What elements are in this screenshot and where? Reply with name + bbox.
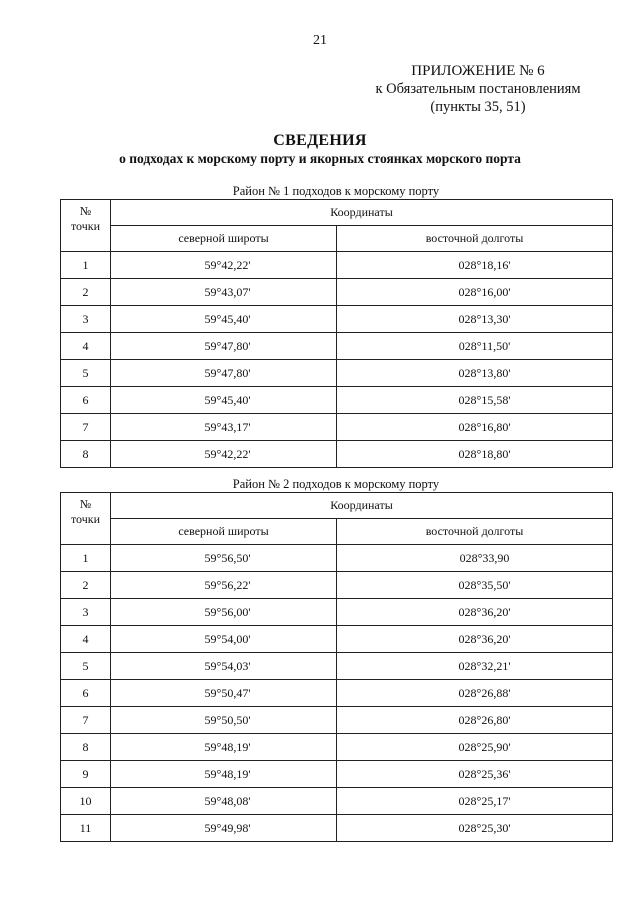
table-row [61, 761, 613, 788]
latitude-cell: 59°50,50' [111, 707, 337, 734]
table-row [61, 414, 613, 441]
longitude-cell: 028°36,20' [337, 599, 613, 626]
subheader-row [61, 519, 613, 545]
table-row [61, 333, 613, 360]
longitude-cell: 028°25,30' [337, 815, 613, 842]
page-number: 21 [313, 33, 327, 48]
longitude-cell: 028°33,90 [337, 545, 613, 572]
latitude-cell: 59°48,08' [111, 788, 337, 815]
header-row [61, 200, 613, 226]
latitude-cell: 59°42,22' [111, 252, 337, 279]
latitude-cell: 59°47,80' [111, 333, 337, 360]
table-row [61, 599, 613, 626]
point-number-cell: 11 [61, 815, 111, 842]
latitude-cell: 59°48,19' [111, 761, 337, 788]
document-heading [0, 132, 640, 167]
longitude-cell: 028°36,20' [337, 626, 613, 653]
longitude-cell: 028°18,16' [337, 252, 613, 279]
point-number-cell: 2 [61, 279, 111, 306]
district-1-section [60, 184, 612, 468]
longitude-cell: 028°26,80' [337, 707, 613, 734]
district-2-section [60, 477, 612, 842]
longitude-header: восточной долготы [337, 226, 613, 252]
point-number-header-symbol: № [79, 497, 92, 511]
table-row [61, 653, 613, 680]
table-row [61, 788, 613, 815]
point-number-cell: 10 [61, 788, 111, 815]
document-subtitle: о подходах к морскому порту и якорных стоянках морского порта [119, 151, 521, 166]
appendix-clauses: (пункты 35, 51) [430, 99, 526, 115]
point-number-cell: 8 [61, 441, 111, 468]
point-number-cell: 7 [61, 707, 111, 734]
longitude-header: восточной долготы [337, 519, 613, 545]
point-number-cell: 5 [61, 653, 111, 680]
table-row [61, 441, 613, 468]
table-row [61, 815, 613, 842]
point-number-cell: 8 [61, 734, 111, 761]
coordinates-table [60, 492, 613, 842]
longitude-cell: 028°26,88' [337, 680, 613, 707]
latitude-cell: 59°45,40' [111, 387, 337, 414]
longitude-cell: 028°13,80' [337, 360, 613, 387]
latitude-cell: 59°54,00' [111, 626, 337, 653]
table-row [61, 734, 613, 761]
table-row [61, 279, 613, 306]
longitude-cell: 028°16,00' [337, 279, 613, 306]
point-number-cell: 7 [61, 414, 111, 441]
table-caption: Район № 2 подходов к морскому порту [232, 477, 440, 491]
appendix-block [348, 62, 608, 116]
point-number-cell: 4 [61, 333, 111, 360]
latitude-cell: 59°56,00' [111, 599, 337, 626]
longitude-cell: 028°18,80' [337, 441, 613, 468]
longitude-cell: 028°11,50' [337, 333, 613, 360]
latitude-cell: 59°49,98' [111, 815, 337, 842]
longitude-cell: 028°25,36' [337, 761, 613, 788]
point-number-cell: 3 [61, 599, 111, 626]
latitude-cell: 59°42,22' [111, 441, 337, 468]
point-number-header-symbol: № [79, 204, 92, 218]
table-row [61, 306, 613, 333]
coordinates-header: Координаты [111, 493, 613, 519]
table-row [61, 360, 613, 387]
longitude-cell: 028°25,17' [337, 788, 613, 815]
latitude-cell: 59°47,80' [111, 360, 337, 387]
point-number-cell: 9 [61, 761, 111, 788]
table-row [61, 707, 613, 734]
latitude-cell: 59°50,47' [111, 680, 337, 707]
point-number-cell: 1 [61, 252, 111, 279]
latitude-cell: 59°43,07' [111, 279, 337, 306]
point-number-cell: 3 [61, 306, 111, 333]
point-number-cell: 5 [61, 360, 111, 387]
point-number-header-label: точки [70, 219, 101, 233]
longitude-cell: 028°35,50' [337, 572, 613, 599]
latitude-cell: 59°43,17' [111, 414, 337, 441]
document-title: СВЕДЕНИЯ [273, 132, 367, 149]
point-number-header-label: точки [70, 512, 101, 526]
point-number-cell: 6 [61, 387, 111, 414]
latitude-cell: 59°56,22' [111, 572, 337, 599]
latitude-cell: 59°56,50' [111, 545, 337, 572]
point-number-header [61, 200, 111, 252]
latitude-header: северной широты [111, 519, 337, 545]
longitude-cell: 028°13,30' [337, 306, 613, 333]
point-number-cell: 6 [61, 680, 111, 707]
latitude-cell: 59°48,19' [111, 734, 337, 761]
header-row [61, 493, 613, 519]
coordinates-header: Координаты [111, 200, 613, 226]
longitude-cell: 028°15,58' [337, 387, 613, 414]
table-row [61, 387, 613, 414]
longitude-cell: 028°16,80' [337, 414, 613, 441]
subheader-row [61, 226, 613, 252]
appendix-title: ПРИЛОЖЕНИЕ № 6 [411, 63, 545, 79]
table-caption: Район № 1 подходов к морскому порту [232, 184, 440, 198]
table-row [61, 572, 613, 599]
table-row [61, 680, 613, 707]
point-number-cell: 1 [61, 545, 111, 572]
table-row [61, 626, 613, 653]
appendix-reference: к Обязательным постановлениям [375, 81, 581, 97]
latitude-cell: 59°45,40' [111, 306, 337, 333]
table-row [61, 545, 613, 572]
longitude-cell: 028°32,21' [337, 653, 613, 680]
table-row [61, 252, 613, 279]
point-number-cell: 4 [61, 626, 111, 653]
latitude-header: северной широты [111, 226, 337, 252]
point-number-header [61, 493, 111, 545]
latitude-cell: 59°54,03' [111, 653, 337, 680]
coordinates-table [60, 199, 613, 468]
longitude-cell: 028°25,90' [337, 734, 613, 761]
point-number-cell: 2 [61, 572, 111, 599]
